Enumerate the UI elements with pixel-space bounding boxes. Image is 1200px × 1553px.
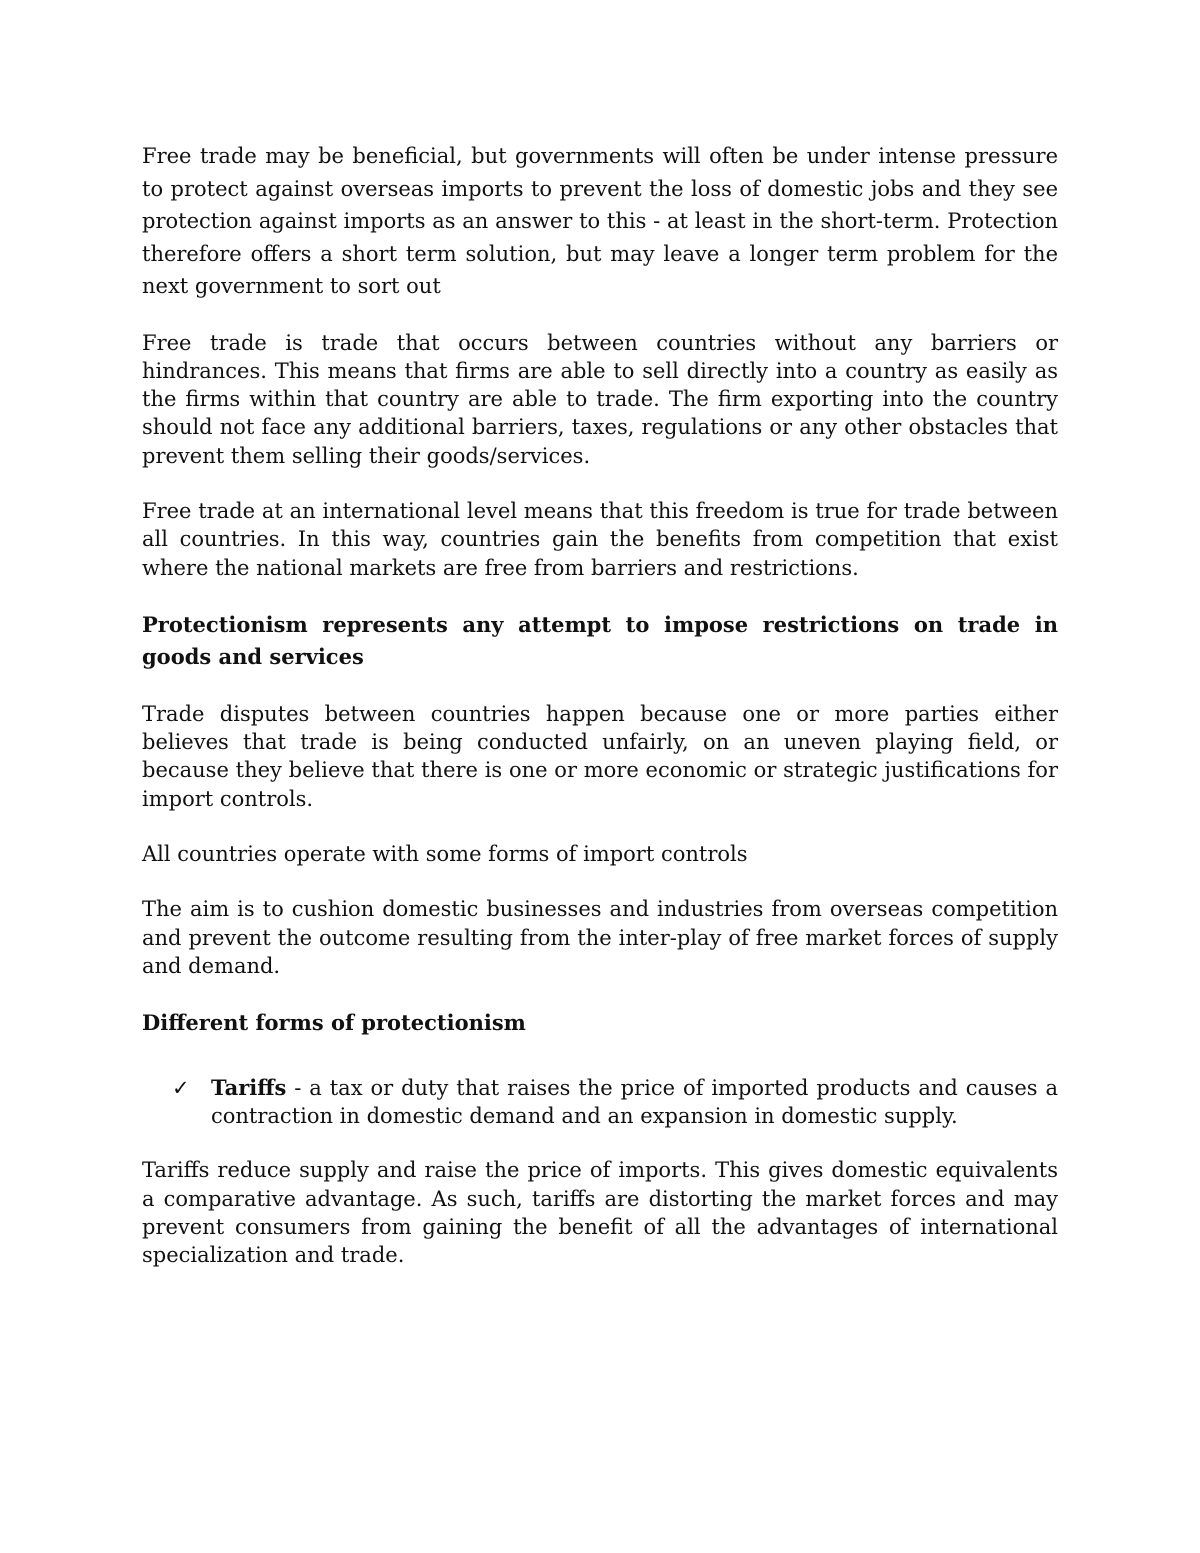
paragraph-aim-of-protection: The aim is to cushion domestic businesses and industries from overseas competition and prevent the outcome resulting from the inter-play of free market forces of supply and demand.	[142, 897, 1058, 978]
heading-protectionism-definition: Protectionism represents any attempt to impose restrictions on trade in goods and services	[142, 611, 1058, 670]
document-body	[142, 140, 1058, 1297]
heading-forms-of-protectionism: Different forms of protectionism	[142, 1010, 526, 1036]
paragraph-free-trade-definition: Free trade is trade that occurs between countries without any barriers or hindrances. This means that firms are able to sell directly into a country as easily as the firms within that country are able to trade. The firm exporting into the country should not face any additional barriers, taxes, regulations or any other obstacles that prevent them selling their goods/services.	[142, 330, 1058, 468]
list-item-text: - a tax or duty that raises the price of imported products and causes a contraction in domestic demand and an expansion in domestic supply.	[211, 1075, 1058, 1129]
paragraph-trade-disputes: Trade disputes between countries happen because one or more parties either believes that trade is being conducted unfairly, on an uneven playing field, or because they believe that there is one or more economic or strategic justifications for import controls.	[142, 701, 1058, 811]
paragraph-free-trade-pressure: Free trade may be beneficial, but governments will often be under intense pressure to protect against overseas imports to prevent the loss of domestic jobs and they see protection against imports as an answer to this - at least in the short-term. Protection therefore offers a short term solution, but may leave a longer term problem for the next government to sort out	[142, 144, 1058, 298]
list-item-tariffs	[142, 1074, 1058, 1131]
list-item-term: Tariffs	[211, 1074, 287, 1100]
checkmark-icon: ✓	[172, 1075, 190, 1100]
paragraph-import-controls: All countries operate with some forms of import controls	[142, 842, 748, 867]
paragraph-tariffs-effect: Tariffs reduce supply and raise the price of imports. This gives domestic equivalents a comparative advantage. As such, tariffs are distorting the market forces and may prevent consumers from gaining the benefit of all the advantages of international specialization and trade.	[142, 1158, 1058, 1268]
protectionism-forms-list	[142, 1074, 1058, 1131]
paragraph-international-free-trade: Free trade at an international level means that this freedom is true for trade between all countries. In this way, countries gain the benefits from competition that exist where the national markets are free from barriers and restrictions.	[142, 498, 1058, 580]
